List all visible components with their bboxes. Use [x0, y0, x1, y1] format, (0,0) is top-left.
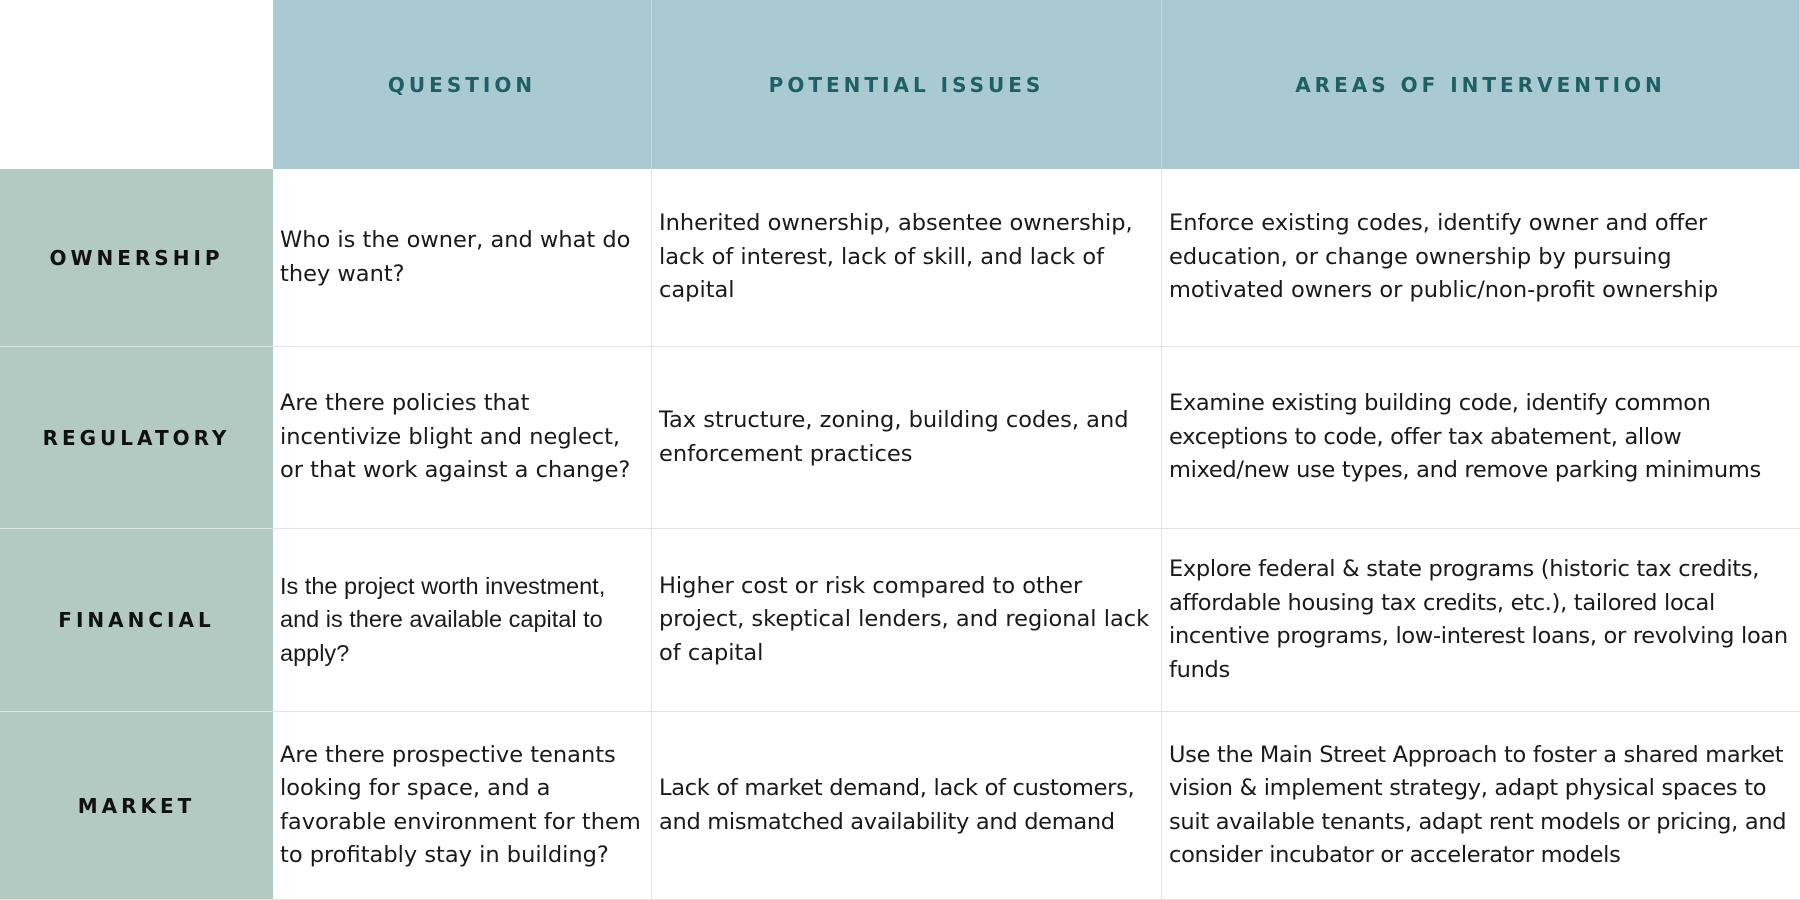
column-header-question — [273, 0, 652, 169]
issues-cell — [652, 347, 1162, 529]
cell-text: Tax structure, zoning, building codes, and enforcement practices — [659, 407, 1129, 467]
question-cell — [273, 169, 652, 347]
row-header-ownership — [0, 169, 273, 347]
row-header-label: OWNERSHIP — [49, 245, 224, 270]
column-header-potential-issues — [652, 0, 1162, 169]
cell-text: Examine existing building code, identify common exceptions to code, offer tax abatement, allow mixed/new use types, and remove parking minimums — [1169, 390, 1761, 484]
row-header-label: FINANCIAL — [58, 608, 215, 632]
cell-text: Higher cost or risk compared to other project, skeptical lenders, and regional lack of capital — [659, 572, 1150, 666]
row-header-market — [0, 712, 273, 900]
intervention-cell — [1162, 169, 1800, 347]
cell-text: Enforce existing codes, identify owner and offer education, or change ownership by pursuing motivated owners or public/non-profit ownership — [1169, 210, 1719, 304]
row-header-regulatory — [0, 347, 273, 529]
cell-text: Inherited ownership, absentee ownership, lack of interest, lack of skill, and lack of capital — [659, 210, 1133, 304]
issues-cell — [652, 169, 1162, 347]
question-cell — [273, 529, 652, 712]
table-corner — [0, 0, 273, 169]
cell-text: Use the Main Street Approach to foster a shared market vision & implement strategy, adapt physical spaces to suit available tenants, adapt rent models or pricing, and consider incubator or accelerator models — [1169, 741, 1787, 868]
column-header-label: POTENTIAL ISSUES — [768, 72, 1045, 97]
cell-text: Explore federal & state programs (historic tax credits, affordable housing tax credits, etc.), tailored local incentive programs, low-interest loans, or revolving loan funds — [1169, 556, 1788, 683]
intervention-cell — [1162, 712, 1800, 900]
question-cell — [273, 347, 652, 529]
issues-cell — [652, 529, 1162, 712]
cell-text: Are there prospective tenants looking for space, and a favorable environment for them to profitably stay in building? — [280, 741, 641, 868]
cell-text: Are there policies that incentivize blight and neglect, or that work against a change? — [280, 390, 631, 484]
cell-text: Lack of market demand, lack of customers, and mismatched availability and demand — [659, 775, 1135, 835]
issues-cell — [652, 712, 1162, 900]
column-header-label: QUESTION — [387, 72, 537, 97]
row-header-label: MARKET — [77, 793, 196, 818]
row-header-label: REGULATORY — [42, 425, 231, 450]
column-header-label: AREAS OF INTERVENTION — [1295, 72, 1666, 97]
row-header-financial — [0, 529, 273, 712]
cell-text: Who is the owner, and what do they want? — [280, 227, 631, 287]
cell-text: Is the project worth investment, and is there available capital to apply? — [280, 572, 606, 666]
intervention-cell — [1162, 347, 1800, 529]
question-cell — [273, 712, 652, 900]
intervention-cell — [1162, 529, 1800, 712]
column-header-areas-of-intervention — [1162, 0, 1800, 169]
